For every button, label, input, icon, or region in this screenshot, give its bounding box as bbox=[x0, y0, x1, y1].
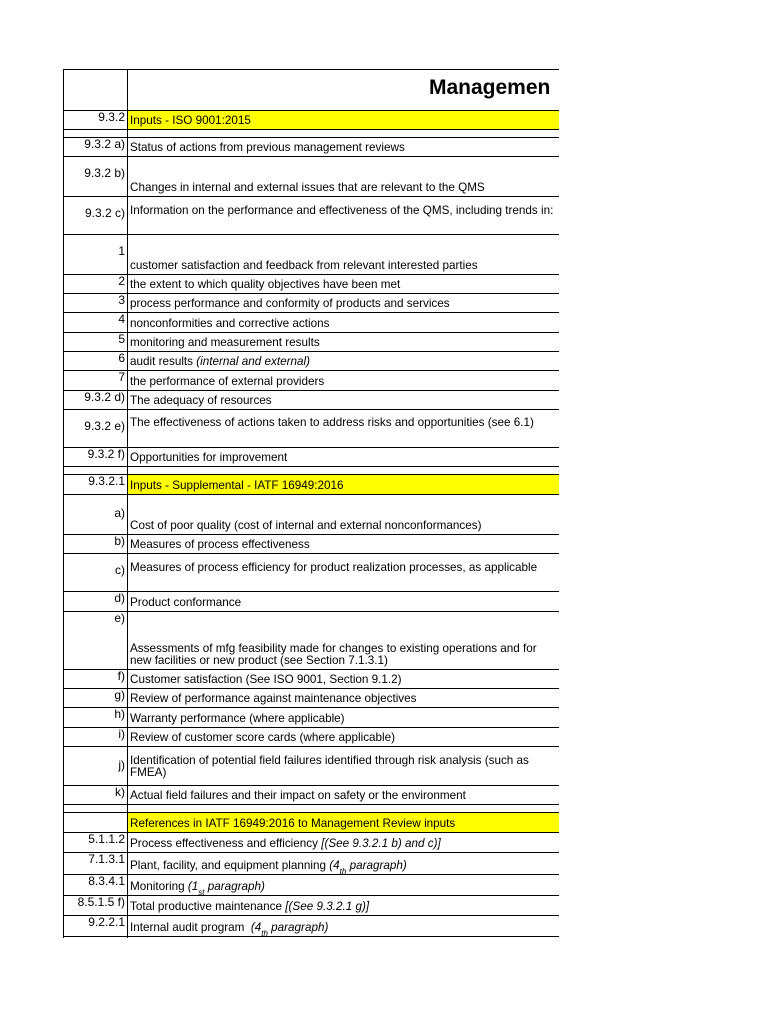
row-number: 9.3.2 e) bbox=[84, 419, 125, 433]
table-row bbox=[64, 786, 560, 805]
table-row bbox=[64, 448, 560, 467]
row-number: 7.1.3.1 bbox=[88, 852, 125, 866]
table-row bbox=[64, 275, 560, 294]
section-header: Inputs - Supplemental - IATF 16949:2016 bbox=[128, 475, 560, 494]
row-text: Warranty performance (where applicable) bbox=[130, 712, 345, 725]
table-row bbox=[64, 111, 560, 130]
table-row bbox=[64, 554, 560, 592]
table-row bbox=[64, 670, 560, 689]
table-row bbox=[64, 235, 560, 275]
page-title: Managemen bbox=[429, 76, 551, 99]
row-text: Opportunities for improvement bbox=[130, 451, 288, 464]
row-text: Assessments of mfg feasibility made for changes to existing operations and for new facilities or new product (see Section 7.1.3.1) bbox=[130, 642, 537, 667]
row-number: 6 bbox=[118, 351, 125, 365]
table-row bbox=[64, 689, 560, 708]
table-row bbox=[64, 813, 560, 833]
row-text: the performance of external providers bbox=[130, 375, 325, 388]
row-text: Plant, facility, and equipment planning (4 th paragraph) bbox=[130, 859, 407, 874]
table-row bbox=[64, 371, 560, 391]
row-number: 9.3.2 b) bbox=[84, 166, 125, 180]
row-number: 8.3.4.1 bbox=[88, 874, 125, 888]
row-number: 9.3.2 f) bbox=[87, 447, 125, 461]
row-text: Internal audit program (4 th paragraph) bbox=[130, 921, 329, 936]
row-text: nonconformities and corrective actions bbox=[130, 317, 330, 330]
row-text: Cost of poor quality (cost of internal and external nonconformances) bbox=[130, 519, 482, 532]
row-text: The adequacy of resources bbox=[130, 394, 272, 407]
row-number: 5.1.1.2 bbox=[88, 832, 125, 846]
row-text: Status of actions from previous management reviews bbox=[130, 141, 405, 154]
row-text: Monitoring (1 st paragraph) bbox=[130, 880, 265, 895]
row-number: 5 bbox=[118, 332, 125, 346]
table-row bbox=[64, 352, 560, 371]
row-text: monitoring and measurement results bbox=[130, 336, 320, 349]
row-text: Measures of process effectiveness bbox=[130, 538, 310, 551]
table-row bbox=[64, 592, 560, 612]
row-number: d) bbox=[114, 591, 125, 605]
table-row bbox=[64, 896, 560, 916]
row-text: audit results (internal and external) bbox=[130, 355, 310, 368]
table-row bbox=[64, 157, 560, 197]
row-number: b) bbox=[114, 534, 125, 548]
row-number: 1 bbox=[118, 244, 125, 258]
row-number: 9.2.2.1 bbox=[88, 915, 125, 929]
row-number: 8.5.1.5 f) bbox=[77, 895, 125, 909]
row-number: i) bbox=[118, 727, 125, 741]
row-number bbox=[64, 813, 127, 832]
table-row bbox=[64, 197, 560, 235]
table-row bbox=[64, 612, 560, 670]
spreadsheet bbox=[63, 69, 560, 938]
table-row bbox=[64, 333, 560, 352]
row-text: Total productive maintenance [(See 9.3.2.1 g)] bbox=[130, 900, 370, 913]
row-text: Review of performance against maintenance objectives bbox=[130, 692, 417, 705]
table-row bbox=[64, 833, 560, 853]
clipped-area bbox=[559, 60, 768, 960]
table-row bbox=[64, 138, 560, 157]
row-number: 4 bbox=[118, 312, 125, 326]
row-number: e) bbox=[114, 611, 125, 625]
row-text: Process effectiveness and efficiency [(See 9.3.2.1 b) and c)] bbox=[130, 837, 441, 850]
row-number: 3 bbox=[118, 293, 125, 307]
row-text: the extent to which quality objectives have been met bbox=[130, 278, 401, 291]
row-text: Changes in internal and external issues that are relevant to the QMS bbox=[130, 181, 485, 194]
row-text: Information on the performance and effectiveness of the QMS, including trends in: bbox=[130, 204, 554, 217]
table-row bbox=[64, 728, 560, 747]
row-number: f) bbox=[117, 669, 125, 683]
section-header: Inputs - ISO 9001:2015 bbox=[128, 111, 560, 129]
table-row bbox=[64, 535, 560, 554]
row-text: Actual field failures and their impact on safety or the environment bbox=[130, 789, 466, 802]
row-number: j) bbox=[118, 758, 125, 772]
table-row bbox=[64, 391, 560, 410]
table-row bbox=[64, 410, 560, 448]
table-row bbox=[64, 875, 560, 896]
row-number: 9.3.2 a) bbox=[84, 137, 125, 151]
row-number: 7 bbox=[118, 370, 125, 384]
row-text: Identification of potential field failures identified through risk analysis (such as FMEA) bbox=[130, 754, 529, 779]
table-row bbox=[64, 495, 560, 535]
table-row bbox=[64, 294, 560, 313]
row-text: Review of customer score cards (where applicable) bbox=[130, 731, 396, 744]
table-row bbox=[64, 313, 560, 333]
spacer-row bbox=[64, 467, 560, 475]
row-number: c) bbox=[115, 563, 125, 577]
spacer-row bbox=[64, 130, 560, 138]
row-text: The effectiveness of actions taken to address risks and opportunities (see 6.1) bbox=[130, 416, 534, 429]
row-number: 2 bbox=[118, 274, 125, 288]
row-number: 9.3.2 bbox=[98, 110, 125, 124]
table-row bbox=[64, 916, 560, 937]
table-row bbox=[64, 708, 560, 728]
table-row bbox=[64, 747, 560, 786]
row-text: Product conformance bbox=[130, 596, 242, 609]
spacer-row bbox=[64, 805, 560, 813]
row-text: customer satisfaction and feedback from relevant interested parties bbox=[130, 259, 478, 272]
row-number: a) bbox=[114, 506, 125, 520]
row-text: Measures of process efficiency for product realization processes, as applicable bbox=[130, 561, 538, 574]
row-number: g) bbox=[114, 688, 125, 702]
row-number: h) bbox=[114, 707, 125, 721]
row-number: 9.3.2 d) bbox=[84, 390, 125, 404]
row-number: k) bbox=[115, 785, 125, 799]
row-text: Customer satisfaction (See ISO 9001, Section 9.1.2) bbox=[130, 673, 402, 686]
section-header: References in IATF 16949:2016 to Management Review inputs bbox=[128, 813, 560, 832]
table-row bbox=[64, 853, 560, 875]
table-row bbox=[64, 475, 560, 495]
row-number: 9.3.2.1 bbox=[88, 474, 125, 488]
row-text: process performance and conformity of products and services bbox=[130, 297, 450, 310]
row-number: 9.3.2 c) bbox=[84, 206, 125, 220]
